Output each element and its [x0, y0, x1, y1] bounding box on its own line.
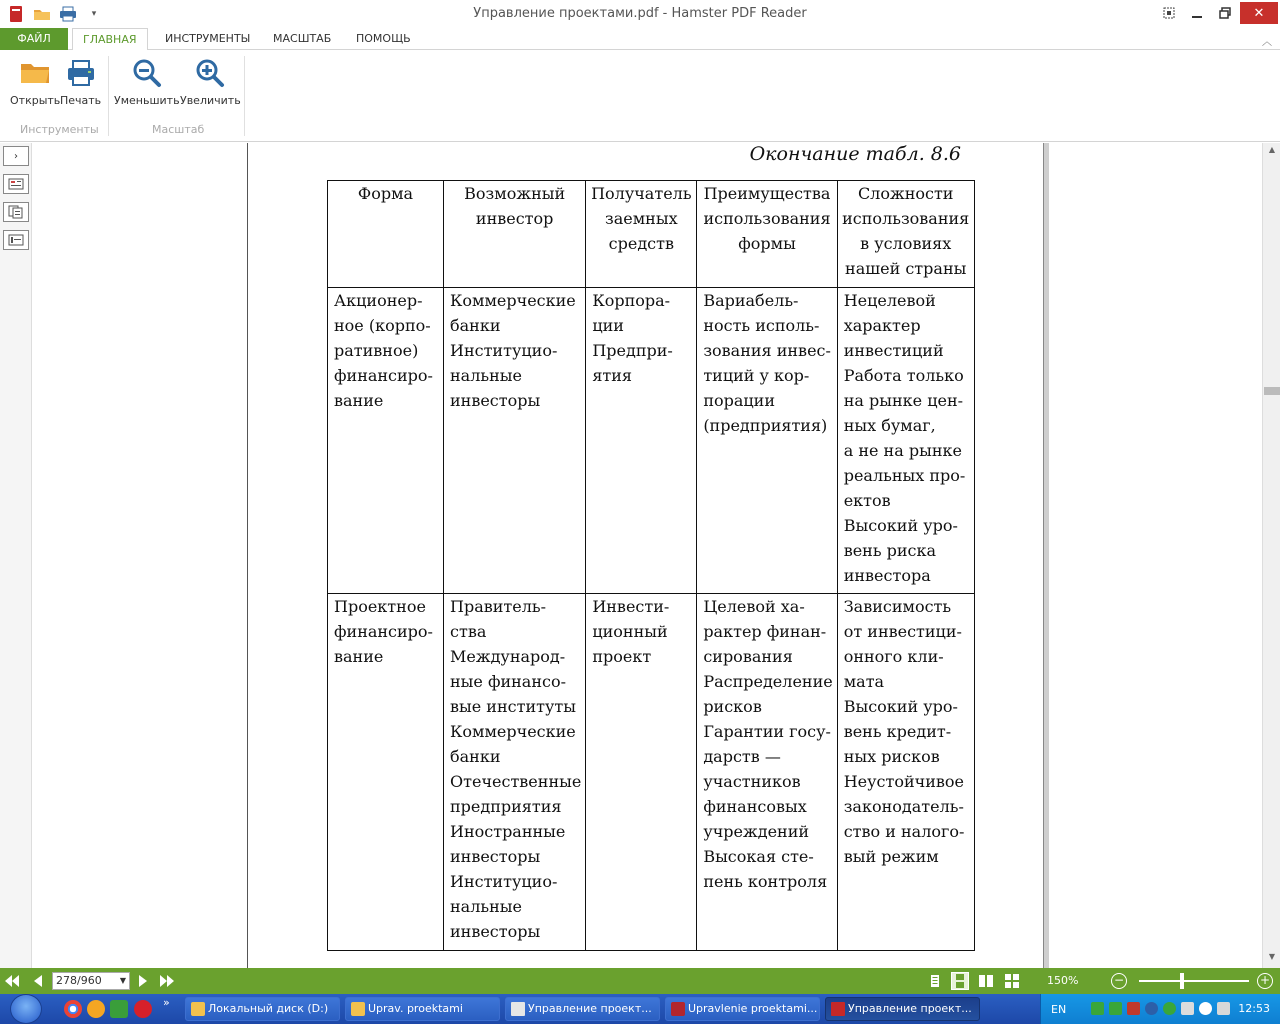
language-indicator[interactable]: EN: [1051, 1003, 1067, 1016]
cell-text-line: мата: [843, 672, 885, 691]
page-number-value: 278/960: [56, 974, 102, 987]
cell-text-line: Правитель-: [450, 597, 547, 616]
zoom-out-icon: [130, 56, 164, 90]
cell-text-line: инвестора: [843, 566, 931, 585]
table-cell: [697, 288, 837, 594]
last-page-icon[interactable]: [159, 973, 175, 989]
table-cell: [586, 288, 697, 594]
tab-home[interactable]: ГЛАВНАЯ: [72, 28, 148, 51]
header-text-line: нашей страны: [845, 259, 967, 278]
cell-text-line: Неустойчивое: [843, 772, 964, 791]
header-text-line: Сложности: [857, 184, 954, 203]
cell-text-line: Проектное: [334, 597, 426, 616]
two-pages-continuous-icon: [1004, 974, 1020, 988]
cell-text-line: Высокий уро-: [843, 697, 958, 716]
table-cell: [444, 594, 586, 951]
thumbnails-icon: [8, 178, 24, 190]
continuous-page-icon: [955, 974, 965, 988]
cell-text-line: инвестиций: [843, 341, 944, 360]
page-edge-left: [247, 143, 248, 968]
cell-text-line: ектов: [843, 491, 891, 510]
open-folder-icon: [18, 56, 52, 90]
table-caption: Окончание табл. 8.6: [749, 143, 961, 165]
table-header-cell: [586, 181, 697, 288]
cell-text-line: ство и налого-: [843, 822, 965, 841]
maximize-icon: [1219, 7, 1231, 19]
cell-text-line: законодатель-: [843, 797, 964, 816]
open-button-label: Открыть: [10, 94, 61, 107]
header-text-line: формы: [738, 234, 796, 253]
header-text-line: Форма: [357, 184, 414, 203]
close-icon: ✕: [1253, 5, 1265, 21]
tray-app-icon[interactable]: [1163, 1002, 1176, 1015]
two-pages-icon: [978, 974, 994, 988]
header-text-line: в условиях: [860, 234, 952, 253]
table-cell: [697, 594, 837, 951]
view-continuous-button[interactable]: [951, 972, 969, 990]
next-page-icon[interactable]: [135, 973, 151, 989]
pages-icon: [8, 205, 24, 219]
header-text-line: использования: [703, 209, 831, 228]
table-row: [328, 594, 975, 951]
cell-text-line: Коммерческие: [450, 722, 576, 741]
cell-text-line: Вариабель-: [703, 291, 799, 310]
zoom-level: 150%: [1047, 974, 1079, 987]
sidebar-bookmarks-button[interactable]: [3, 230, 29, 250]
zoom-slider-track[interactable]: [1139, 980, 1249, 982]
cell-text-line: а не на рынке: [843, 441, 962, 460]
cell-text-line: зования инвес-: [703, 341, 831, 360]
header-text-line: Получатель: [591, 184, 692, 203]
title-bar: [0, 0, 1280, 28]
cell-text-line: Работа только: [843, 366, 964, 385]
volume-icon[interactable]: [1181, 1002, 1194, 1015]
cell-text-line: тиций у кор-: [703, 366, 810, 385]
table-header-cell: [328, 181, 444, 288]
vertical-scrollbar[interactable]: [1262, 143, 1280, 968]
cell-text-line: Международ-: [450, 647, 566, 666]
header-text-line: Преимущества: [703, 184, 831, 203]
header-text-line: инвестор: [475, 209, 554, 228]
clock: 12:53: [1238, 1002, 1270, 1015]
cell-text-line: ное (корпо-: [334, 316, 431, 335]
bookmarks-icon: [8, 234, 24, 246]
cell-text-line: проект: [592, 647, 652, 666]
cell-text-line: Иностранные: [450, 822, 566, 841]
cell-text-line: сирования: [703, 647, 793, 666]
document-icon: [511, 1002, 525, 1016]
cell-text-line: Высокий уро-: [843, 516, 958, 535]
taskbar-item-word-doc[interactable]: Управление проект...: [505, 997, 660, 1021]
zoom-plus-icon[interactable]: +: [1257, 973, 1273, 989]
sidebar-expand-button[interactable]: [3, 146, 29, 166]
cell-text-line: Распределение: [703, 672, 833, 691]
cell-text-line: ность исполь-: [703, 316, 820, 335]
table-cell: [837, 288, 974, 594]
restore-view-button[interactable]: [1154, 2, 1184, 24]
cell-text-line: ные финансо-: [450, 672, 567, 691]
ribbon-group-separator: [244, 56, 245, 136]
cell-text-line: рактер финан-: [703, 622, 827, 641]
table-cell: [328, 288, 444, 594]
single-page-icon: [930, 974, 940, 988]
cell-text-line: дарств —: [703, 747, 781, 766]
app-shortcut-icon[interactable]: [110, 1000, 128, 1018]
cell-text-line: пень контроля: [703, 872, 828, 891]
ribbon-group-separator: [108, 56, 109, 136]
cell-text-line: вые институты: [450, 697, 576, 716]
cell-text-line: Акционер-: [334, 291, 423, 310]
cell-text-line: ных рисков: [843, 747, 940, 766]
document-viewport[interactable]: [33, 143, 1262, 968]
cell-text-line: от инвестици-: [843, 622, 962, 641]
zoom-in-button-label: Увеличить: [180, 94, 241, 107]
view-two-pages-continuous-button[interactable]: [1003, 972, 1021, 990]
previous-page-icon[interactable]: [30, 973, 46, 989]
open-button[interactable]: [10, 56, 60, 107]
tray-app-icon[interactable]: [1091, 1002, 1104, 1015]
cell-text-line: ных бумаг,: [843, 416, 936, 435]
table-cell: [444, 288, 586, 594]
start-button[interactable]: [10, 994, 42, 1024]
minimize-button[interactable]: [1182, 2, 1212, 24]
scroll-down-icon[interactable]: ▼: [1268, 952, 1276, 961]
cell-text-line: Инвести-: [592, 597, 670, 616]
cell-text-line: порации: [703, 391, 776, 410]
sidebar-thumbnails-button[interactable]: [3, 174, 29, 194]
print-button-label: Печать: [60, 94, 102, 107]
table-cell: [586, 594, 697, 951]
navigation-bar: [0, 968, 1280, 994]
table-cell: [328, 594, 444, 951]
cell-text-line: онного кли-: [843, 647, 944, 666]
taskbar-item-local-disk[interactable]: Локальный диск (D:): [185, 997, 340, 1021]
cell-text-line: учреждений: [703, 822, 810, 841]
cell-text-line: ятия: [592, 366, 633, 385]
cell-text-line: банки: [450, 747, 501, 766]
cell-text-line: ции: [592, 316, 624, 335]
cell-text-line: Целевой ха-: [703, 597, 805, 616]
chevron-right-icon: ›: [14, 150, 18, 162]
cell-text-line: Коммерческие: [450, 291, 576, 310]
cell-text-line: (предприятия): [703, 416, 828, 435]
cell-text-line: вень риска: [843, 541, 937, 560]
cell-text-line: Гарантии госу-: [703, 722, 831, 741]
taskbar-item-uprav-folder[interactable]: Uprav. proektami: [345, 997, 500, 1021]
cell-text-line: нальные: [450, 366, 522, 385]
cell-text-line: вень кредит-: [843, 722, 952, 741]
first-page-icon[interactable]: [4, 973, 20, 989]
cell-text-line: инвесторы: [450, 391, 541, 410]
zoom-slider-thumb[interactable]: [1180, 973, 1184, 989]
zoom-out-button-label: Уменьшить: [114, 94, 180, 107]
group-label-scale: Масштаб: [152, 123, 205, 136]
cell-text-line: финансовых: [703, 797, 807, 816]
document-table: [327, 180, 975, 951]
cell-text-line: Зависимость: [843, 597, 952, 616]
zoom-in-button[interactable]: [180, 56, 241, 107]
table-row: [328, 288, 975, 594]
header-text-line: заемных: [605, 209, 678, 228]
maximize-button[interactable]: [1210, 2, 1240, 24]
printer-icon: [64, 56, 98, 90]
cell-text-line: реальных про-: [843, 466, 966, 485]
tab-scale[interactable]: МАСШТАБ: [273, 32, 332, 45]
cell-text-line: вый режим: [843, 847, 939, 866]
table-header-cell: [444, 181, 586, 288]
cell-text-line: предприятия: [450, 797, 562, 816]
cell-text-line: инвесторы: [450, 847, 541, 866]
cell-text-line: рисков: [703, 697, 762, 716]
yandex-browser-icon[interactable]: [134, 1000, 152, 1018]
cell-text-line: банки: [450, 316, 501, 335]
table-header-row: [328, 181, 975, 288]
table-header-cell: [697, 181, 837, 288]
cell-text-line: участников: [703, 772, 801, 791]
tray-app-icon[interactable]: [1109, 1002, 1122, 1015]
taskbar-item-upravlenie[interactable]: Upravlenie proektami...: [665, 997, 820, 1021]
network-icon[interactable]: [1145, 1002, 1158, 1015]
cell-text-line: характер: [843, 316, 921, 335]
close-button[interactable]: [1240, 2, 1278, 24]
taskbar-item-pdf-reader[interactable]: Управление проект...: [825, 997, 980, 1021]
taskbar: [0, 994, 1280, 1024]
minimize-icon: [1191, 7, 1203, 19]
cell-text-line: ционный: [592, 622, 668, 641]
tab-file[interactable]: ФАЙЛ: [0, 28, 68, 50]
print-button[interactable]: [60, 56, 101, 107]
header-text-line: средств: [608, 234, 674, 253]
cell-text-line: финансиро-: [334, 366, 433, 385]
window-title: Управление проектами.pdf - Hamster PDF Reader: [473, 6, 807, 21]
cell-text-line: вание: [334, 391, 384, 410]
ribbon-collapse-icon[interactable]: ︿: [1262, 37, 1272, 48]
zoom-in-icon: [193, 56, 227, 90]
system-tray: [1040, 994, 1280, 1024]
quick-access-dropdown-icon[interactable]: ▾: [91, 9, 97, 19]
sidebar-pages-button[interactable]: [3, 202, 29, 222]
tab-help[interactable]: ПОМОЩЬ: [356, 32, 411, 45]
ribbon-tabs: [0, 28, 1280, 50]
group-label-tools: Инструменты: [20, 123, 99, 136]
quick-launch-more-icon[interactable]: »: [163, 996, 170, 1009]
zoom-minus-icon[interactable]: −: [1111, 973, 1127, 989]
cell-text-line: Корпора-: [592, 291, 671, 310]
security-check-icon[interactable]: [1199, 1002, 1212, 1015]
cell-text-line: на рынке цен-: [843, 391, 964, 410]
tab-tools[interactable]: ИНСТРУМЕНТЫ: [165, 32, 251, 45]
folder-icon: [351, 1002, 365, 1016]
us-flag-icon[interactable]: [1127, 1002, 1140, 1015]
tray-app-icon[interactable]: [1217, 1002, 1230, 1015]
archive-icon: [671, 1002, 685, 1016]
zoom-out-button[interactable]: [114, 56, 180, 107]
cell-text-line: Институцио-: [450, 341, 558, 360]
page-edge-right: [1043, 143, 1049, 968]
view-two-pages-button[interactable]: [977, 972, 995, 990]
cell-text-line: Институцио-: [450, 872, 558, 891]
scroll-thumb[interactable]: [1264, 387, 1280, 395]
pdf-reader-icon: [831, 1002, 845, 1016]
mail-icon[interactable]: [87, 1000, 105, 1018]
header-text-line: использования: [842, 209, 970, 228]
cell-text-line: ства: [450, 622, 487, 641]
cell-text-line: Высокая сте-: [703, 847, 814, 866]
cell-text-line: финансиро-: [334, 622, 433, 641]
view-single-page-button[interactable]: [926, 972, 944, 990]
cell-text-line: вание: [334, 647, 384, 666]
cell-text-line: нальные: [450, 897, 522, 916]
table-cell: [837, 594, 974, 951]
header-text-line: Возможный: [464, 184, 566, 203]
cell-text-line: Предпри-: [592, 341, 673, 360]
left-sidebar: [0, 143, 32, 968]
cell-text-line: Отечественные: [450, 772, 582, 791]
ribbon-panel: [0, 50, 1280, 142]
chrome-icon[interactable]: [64, 1000, 82, 1018]
cell-text-line: ративное): [334, 341, 419, 360]
table-header-cell: [837, 181, 974, 288]
page-dropdown-icon[interactable]: ▼: [119, 976, 126, 985]
cell-text-line: Нецелевой: [843, 291, 936, 310]
cell-text-line: инвесторы: [450, 922, 541, 941]
scroll-up-icon[interactable]: ▲: [1268, 145, 1276, 154]
folder-icon: [191, 1002, 205, 1016]
page-number-field[interactable]: [52, 972, 130, 990]
